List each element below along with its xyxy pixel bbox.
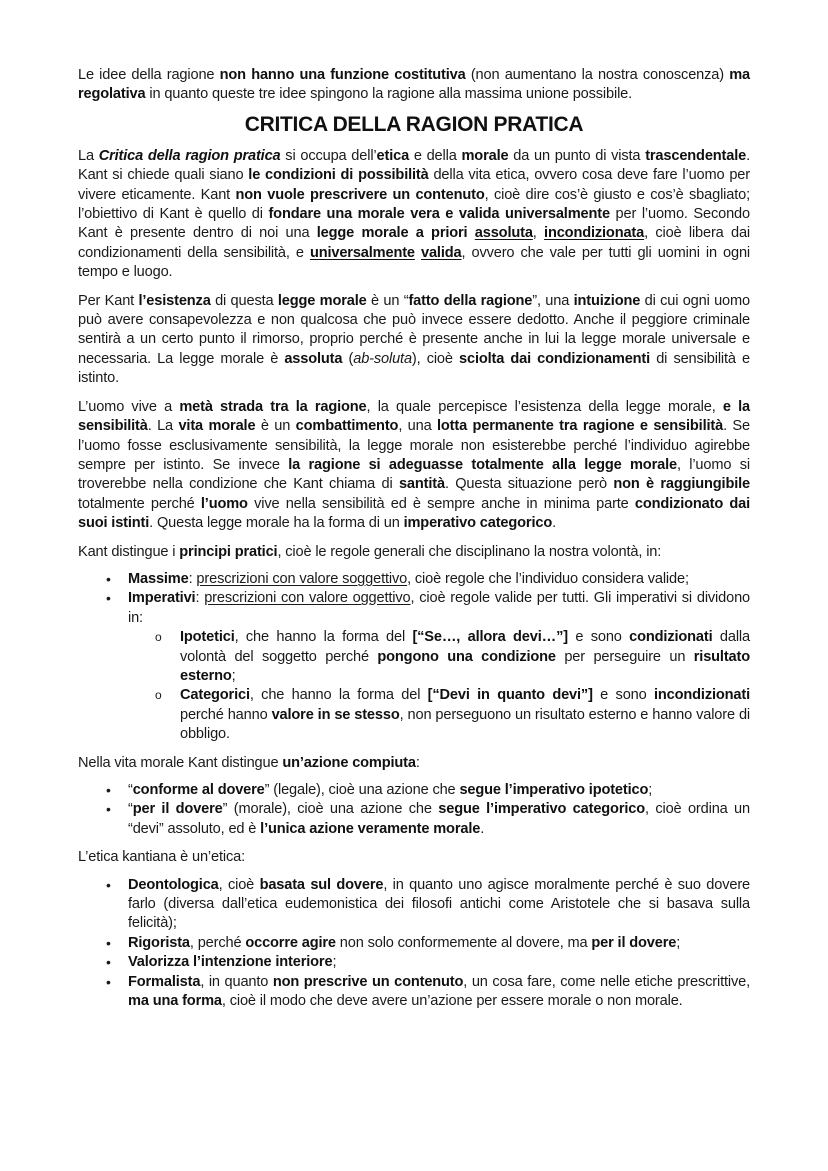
intro-paragraph: Le idee della ragione non hanno una funzione costitutiva (non aumentano la nostra conoscenza) ma regolativa in quanto queste tre idee spingono la ragione alla massima unione possibile. [78, 67, 750, 103]
bullet-icon: • [106, 570, 111, 587]
bullet-icon: • [106, 934, 111, 951]
paragraph-legge-morale: Per Kant l’esistenza di questa legge morale è un “fatto della ragione”, una intuizione di cui ogni uomo può avere consapevolezza e non qualcosa che può invece essere dedotto. Anche il peggiore criminale sentirà a un certo punto il rimorso, proprio perché è presente anche in lui la legge morale universale e necessaria. La legge morale è assoluta (ab-soluta), cioè sciolta dai condizionamenti di sensibilità e istinto. [78, 292, 750, 387]
sublist-item-categorici: o Categorici, che hanno la forma del [“Devi in quanto devi”] e sono incondizionati perché hanno valore in se stesso, non perseguono un risultato esterno e hanno valore di obbligo. [155, 687, 750, 743]
list-item-formalista: • Formalista, in quanto non prescrive un contenuto, un cosa fare, come nelle etiche prescrittive, ma una forma, cioè il modo che deve avere un’azione per essere morale o non morale. [106, 973, 751, 1010]
section-heading: CRITICA DELLA RAGION PRATICA [244, 112, 584, 136]
bullet-icon: • [106, 801, 111, 818]
etica-list [78, 876, 750, 1012]
etica-intro: L’etica kantiana è un’etica: [78, 849, 245, 866]
azione-intro: Nella vita morale Kant distingue un’azione compiuta: [78, 754, 420, 771]
sublist-item-ipotetici: o Ipotetici, che hanno la forma del [“Se…, allora devi…”] e sono condizionati dalla volontà del soggetto perché pongono una condizione per perseguire un risultato esterno; [155, 629, 750, 684]
paragraph-critica: La Critica della ragion pratica si occupa dell’etica e della morale da un punto di vista trascendentale. Kant si chiede quali siano le condizioni di possibilità della vita etica, ovvero cosa deve fare l’uomo per vivere eticamente. Kant non vuole prescrivere un contenuto, cioè dire cos’è giusto e cos’è sbagliato; l’obiettivo di Kant è quello di fondare una morale vera e valida universalmente per l’uomo. Secondo Kant è presente dentro di noi una legge morale a priori assoluta, incondizionata, cioè libera dai condizionamenti della sensibilità, e universalmente valida, ovvero che vale per tutti gli uomini in ogni tempo e luogo. [78, 147, 751, 281]
principi-intro: Kant distingue i principi pratici, cioè le regole generali che disciplinano la nostra volontà, in: [78, 543, 662, 560]
list-item-deontologica: • Deontologica, cioè basata sul dovere, in quanto uno agisce moralmente perché è suo dovere farlo (diversa dall’etica eudemonistica dei filosofi antichi come Aristotele che si basava sulla felicità); [106, 876, 750, 932]
list-item-rigorista: • Rigorista, perché occorre agire non solo conformemente al dovere, ma per il dovere; [78, 934, 750, 953]
list-item-intenzione: • Valorizza l’intenzione interiore; [78, 953, 750, 972]
bullet-icon: • [106, 973, 111, 990]
document-page [78, 66, 750, 1020]
circle-bullet-icon: o [155, 630, 162, 645]
paragraph-uomo: L’uomo vive a metà strada tra la ragione, la quale percepisce l’esistenza della legge morale, e la sensibilità. La vita morale è un combattimento, una lotta permanente tra ragione e sensibilità. Se l’uomo fosse esclusivamente sensibilità, la legge morale non esisterebbe perché l’individuo agirebbe sempre per istinto. Se invece la ragione si adeguasse totalmente alla legge morale, l’uomo si troverebbe nella condizione che Kant chiama di santità. Questa situazione però non è raggiungibile totalmente perché l’uomo vive nella sensibilità ed è sempre anche in minima parte condizionato dai suoi istinti. Questa legge morale ha la forma di un imperativo categorico. [78, 398, 750, 532]
principi-list [78, 570, 750, 745]
circle-bullet-icon: o [155, 688, 162, 703]
list-item-massime: • Massime: prescrizioni con valore soggettivo, cioè regole che l’individuo considera valide; [78, 570, 750, 589]
list-item-conforme: • “conforme al dovere” (legale), cioè una azione che segue l’imperativo ipotetico; [78, 781, 750, 800]
imperativi-sublist [128, 628, 750, 744]
azione-list [78, 781, 750, 839]
bullet-icon: • [106, 782, 111, 798]
bullet-icon: • [106, 876, 111, 893]
list-item-imperativi: • Imperativi: prescrizioni con valore oggettivo, cioè regole valide per tutti. Gli imperativi si dividono in: o Ipotetici, che hanno la forma del [“Se…, allora devi…”] e sono condizionati dalla volontà del soggetto perché pongono una condizione per perseguire un risultato esterno; o Categorici, che hanno la forma del [“Devi in quanto devi”] e sono incondizionati perché hanno valore in se stesso, non perseguono un risultato esterno e hanno valore di obbligo. [78, 589, 750, 744]
list-item-per-il-dovere: • “per il dovere” (morale), cioè una azione che segue l’imperativo categorico, cioè ordina un “devi” assoluto, ed è l’unica azione veramente morale. [106, 801, 750, 837]
bullet-icon: • [106, 590, 111, 607]
bullet-icon: • [106, 954, 111, 971]
